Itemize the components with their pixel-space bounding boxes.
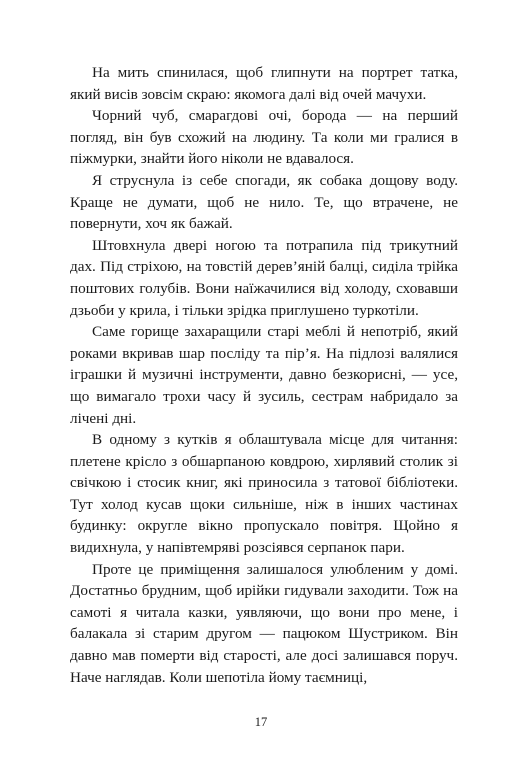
- paragraph-3: Я струснула із себе спогади, як собака дощову воду. Краще не думати, щоб не нило. Те, що втрачене, не повернути, хоч як бажай.: [70, 171, 458, 233]
- page-number: 17: [254, 715, 268, 729]
- paragraph-5: Саме горище захаращили старі меблі й непотріб, який роками вкривав шар посліду та пір’я. На підлозі валялися іграшки й музичні інструменти, давно безкорисні, — усе, що вимагало трохи часу й зусиль, сестрам набридало за лічені дні.: [70, 323, 458, 427]
- paragraph-2: Чорний чуб, смарагдові очі, борода — на перший погляд, він був схожий на людину. Та коли ми гралися в піжмурки, знайти його ніколи не вдавалося.: [70, 107, 458, 168]
- paragraph-4: Штовхнула двері ногою та потрапила під трикутний дах. Під стріхою, на товстій дерев’яній балці, сиділа трійка поштових голубів. Вони наїжачилися від холоду, сховавши дзьоби у крила, і тільки зрідка приглушено туркотіли.: [70, 236, 458, 319]
- paragraph-7: Проте це приміщення залишалося улюбленим у домі. Достатньо брудним, щоб ирійки гидували заходити. Тож на самоті я читала казки, уявляючи, що вони про мене, і балакала зі старим другом — пацюком Шустриком. Він давно мав померти від старості, але досі залишався поруч. Наче наглядав. Коли шепотіла йому таємниці,: [70, 560, 458, 686]
- paragraph-1: На мить спинилася, щоб глипнути на портрет татка, який висів зовсім скраю: якомога далі від очей мачухи.: [70, 64, 458, 103]
- page-body-text: [70, 62, 458, 688]
- paragraph-6: В одному з кутків я облаштувала місце для читання: плетене крісло з обшарпаною ковдрою, хирлявий столик зі свічкою і стосик книг, які приносила з татової бібліотеки. Тут холод кусав щоки сильніше, ніж в інших частинах будинку: округле вікно пропускало повітря. Щойно я видихнула, у напівтемряві розсіявся серпанок пари.: [70, 431, 458, 557]
